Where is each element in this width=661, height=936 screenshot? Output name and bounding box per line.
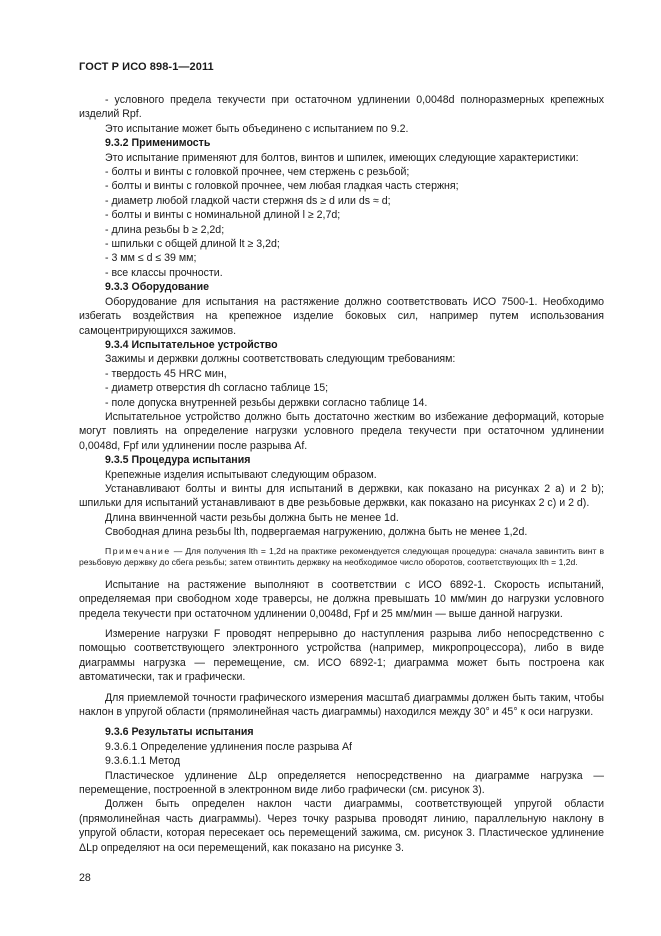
section-heading-9-3-5: 9.3.5 Процедура испытания <box>105 454 251 467</box>
paragraph: Это испытание может быть объединено с испытанием по 9.2. <box>105 122 409 135</box>
list-item: - все классы прочности. <box>105 266 223 279</box>
paragraph: Устанавливают болты и винты для испытаний в держвки, как показано на рисунках 2 а) и 2 b); шпильки для испытаний устанавливают в две резьбовые держвки, как показано на рисунках 2 c) и 2 d). <box>79 482 604 510</box>
paragraph: Оборудование для испытания на растяжение должно соответствовать ИСО 7500-1. Необходимо избегать воздействия на крепежное изделие боковых сил, например путем использования самоцентрирующихся зажимов. <box>79 295 604 337</box>
list-item: - болты и винты с головкой прочнее, чем стержень с резьбой; <box>105 166 410 179</box>
subsection-heading: 9.3.6.1.1 Метод <box>105 755 181 768</box>
list-item: - диаметр отверстия dh согласно таблице 15; <box>105 382 329 395</box>
list-item: - диаметр любой гладкой части стержня ds ≥ d или ds ≈ d; <box>105 194 391 207</box>
document-body <box>79 93 604 855</box>
list-item: - болты и винты с номинальной длиной l ≥ 2,7d; <box>105 209 341 222</box>
paragraph: Это испытание применяют для болтов, винтов и шпилек, имеющих следующие характеристики: <box>105 151 579 164</box>
page-number: 28 <box>79 872 91 884</box>
note-text: — Для получения lth = 1,2d на практике рекомендуется следующая процедура: сначала завинтить винт в резьбовую держвку до сбега резьбы; затем отвинтить держвку на необходимое число оборотов, соответствующих lth = 1,2d. <box>79 545 605 568</box>
section-heading-9-3-2: 9.3.2 Применимость <box>105 137 211 150</box>
paragraph: Зажимы и держвки должны соответствовать следующим требованиям: <box>105 353 456 366</box>
note-label: Примечание <box>105 545 171 556</box>
section-heading-9-3-3: 9.3.3 Оборудование <box>105 281 209 294</box>
paragraph: Крепежные изделия испытывают следующим образом. <box>105 468 377 481</box>
subsection-heading: 9.3.6.1 Определение удлинения после разрыва Af <box>105 740 353 753</box>
section-heading-9-3-4: 9.3.4 Испытательное устройство <box>105 338 278 351</box>
page-header: ГОСТ Р ИСО 898-1—2011 <box>79 61 214 73</box>
paragraph: Испытательное устройство должно быть достаточно жестким во избежание деформаций, которые могут повлиять на определение нагрузки условного предела текучести при остаточном удлинении 0,0048d, Fpf или удлинении после разрыва Af. <box>79 410 604 452</box>
paragraph: Для приемлемой точности графического измерения масштаб диаграммы должен быть таким, чтобы наклон в упругой области (прямолинейная часть диаграммы) находился между 30° и 45° к оси нагрузки. <box>79 691 604 719</box>
list-item: - болты и винты с головкой прочнее, чем любая гладкая часть стержня; <box>105 180 459 193</box>
paragraph: Длина ввинченной части резьбы должна быть не менее 1d. <box>105 511 399 524</box>
list-item: - 3 мм ≤ d ≤ 39 мм; <box>105 252 197 265</box>
paragraph: Свободная длина резьбы lth, подвергаемая нагружению, должна быть не менее 1,2d. <box>105 526 528 539</box>
note <box>79 546 604 569</box>
paragraph: - условного предела текучести при остаточном удлинении 0,0048d полноразмерных крепежных изделий Rpf. <box>79 94 604 121</box>
section-heading-9-3-6: 9.3.6 Результаты испытания <box>105 726 254 739</box>
paragraph: Пластическое удлинение ΔLp определяется непосредственно на диаграмме нагрузка — перемещение, построенной в электронном виде либо графически (см. рисунок 3). <box>79 769 604 797</box>
paragraph: Испытание на растяжение выполняют в соответствии с ИСО 6892-1. Скорость испытаний, определяемая при свободном ходе траверсы, не должна превышать 10 мм/мин до нагрузки условного предела текучести при остаточном удлинении 0,0048d, Fpf и 25 мм/мин — выше данной нагрузки. <box>79 578 604 620</box>
paragraph: Должен быть определен наклон части диаграммы, соответствующей упругой области (прямолинейная часть диаграммы). Через точку разрыва проводят линию, параллельную наклону в упругой области, которая пересекает ось перемещений зажима, см. рисунок 3. Пластическое удлинение ΔLp определяют на оси перемещений, как показано на рисунке 3. <box>79 798 604 854</box>
list-item: - шпильки с общей длиной lt ≥ 3,2d; <box>105 238 280 251</box>
list-item: - поле допуска внутренней резьбы держвки согласно таблице 14. <box>105 396 428 409</box>
list-item: - твердость 45 HRC мин, <box>105 367 227 380</box>
list-item: - длина резьбы b ≥ 2,2d; <box>105 223 225 236</box>
paragraph: Измерение нагрузки F проводят непрерывно до наступления разрыва либо непосредственно с помощью соответствующего электронного устройства (например, микропроцессора), либо в виде диаграммы нагрузка — перемещение, см. ИСО 6892-1; диаграмма может быть построена как автоматически, так и графически. <box>79 628 604 684</box>
